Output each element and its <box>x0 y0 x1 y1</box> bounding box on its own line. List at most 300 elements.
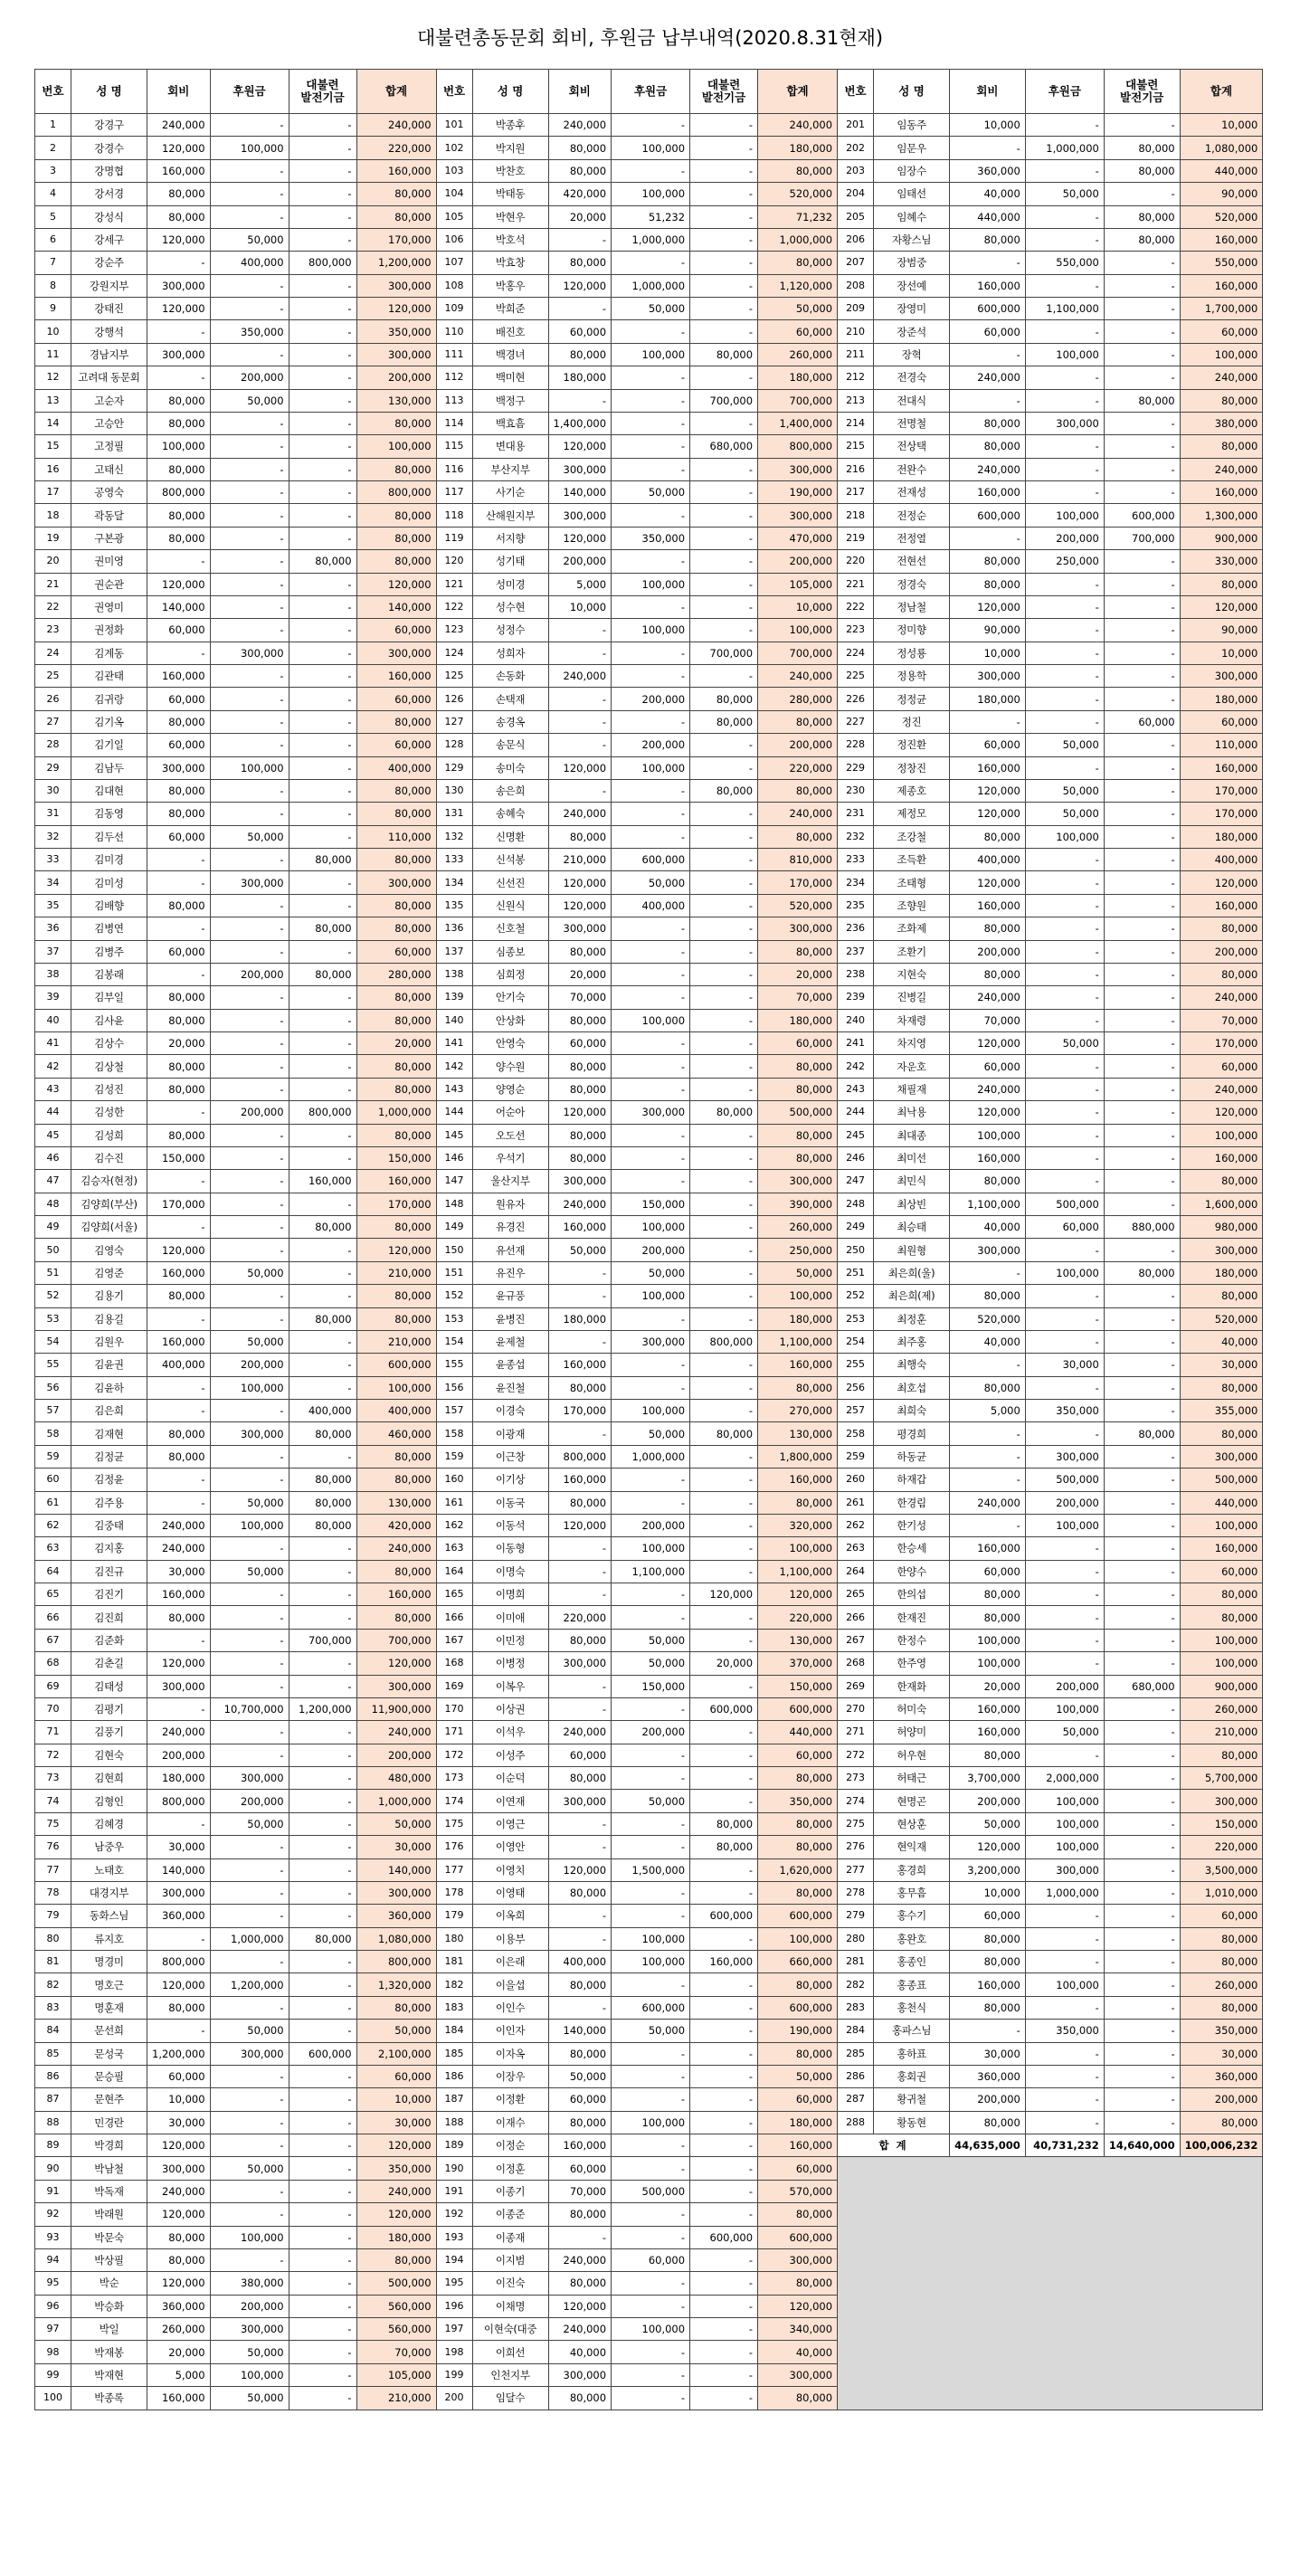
cell-no: 212 <box>838 366 874 389</box>
cell-donation: - <box>612 389 690 412</box>
cell-name: 조환기 <box>874 940 950 963</box>
cell-name: 노태호 <box>71 1858 147 1881</box>
cell-fee: 360,000 <box>147 1905 211 1927</box>
cell-fund: - <box>690 2134 758 2157</box>
cell-fund: 80,000 <box>1104 1422 1180 1445</box>
cell-fee: 160,000 <box>548 2134 612 2157</box>
cell-name: 최희숙 <box>874 1400 950 1422</box>
cell-name: 최주홍 <box>874 1330 950 1353</box>
cell-no: 180 <box>436 1927 472 1950</box>
cell-total: 270,000 <box>758 1400 838 1422</box>
cell-no: 158 <box>436 1422 472 1445</box>
cell-fund: 20,000 <box>690 1652 758 1675</box>
cell-no: 76 <box>35 1836 71 1858</box>
cell-donation: 50,000 <box>210 2020 289 2042</box>
cell-name: 송은희 <box>472 779 548 802</box>
cell-fee: 300,000 <box>950 665 1026 688</box>
cell-fund: - <box>289 1560 356 1583</box>
cell-no: 226 <box>838 688 874 710</box>
cell-name: 이영태 <box>472 1881 548 1904</box>
cell-fee: - <box>950 710 1026 733</box>
cell-fund: - <box>690 1146 758 1169</box>
cell-name: 박승화 <box>71 2295 147 2317</box>
cell-no: 50 <box>35 1239 71 1261</box>
cell-fee: - <box>950 1445 1026 1468</box>
cell-total: 60,000 <box>758 1744 838 1766</box>
cell-fee: 160,000 <box>147 1330 211 1353</box>
cell-fund: - <box>289 1354 356 1376</box>
cell-fee: 140,000 <box>147 1858 211 1881</box>
cell-fee: 80,000 <box>548 2203 612 2226</box>
cell-fee: 180,000 <box>950 688 1026 710</box>
table-row <box>35 1858 1263 1881</box>
cell-no: 215 <box>838 435 874 458</box>
cell-no: 127 <box>436 710 472 733</box>
cell-fund: 80,000 <box>1104 389 1180 412</box>
cell-no: 90 <box>35 2157 71 2180</box>
cell-fee: 50,000 <box>548 1239 612 1261</box>
cell-fund: - <box>289 940 356 963</box>
cell-no: 178 <box>436 1881 472 1904</box>
cell-no: 229 <box>838 756 874 779</box>
cell-name: 배진호 <box>472 320 548 343</box>
cell-fund: - <box>1104 1170 1180 1193</box>
cell-no: 157 <box>436 1400 472 1422</box>
cell-name: 정정균 <box>874 688 950 710</box>
cell-fund: - <box>289 2088 356 2111</box>
cell-fee: 10,000 <box>950 1881 1026 1904</box>
cell-total: 240,000 <box>1180 1078 1263 1100</box>
cell-total: 160,000 <box>1180 228 1263 251</box>
cell-name: 이재수 <box>472 2111 548 2134</box>
cell-no: 242 <box>838 1055 874 1078</box>
cell-total: 100,000 <box>1180 343 1263 366</box>
cell-fund: - <box>1104 871 1180 894</box>
table-row <box>35 274 1263 297</box>
cell-fee: 90,000 <box>950 619 1026 642</box>
cell-fund: - <box>690 2341 758 2363</box>
table-row <box>35 2065 1263 2087</box>
cell-donation: 1,000,000 <box>612 228 690 251</box>
cell-total: 200,000 <box>1180 2088 1263 2111</box>
cell-fee: 80,000 <box>147 1996 211 2019</box>
cell-total: 240,000 <box>758 665 838 688</box>
cell-name: 이동국 <box>472 1491 548 1514</box>
cell-total: 210,000 <box>356 1261 436 1284</box>
cell-fund: - <box>690 298 758 320</box>
cell-name: 신석봉 <box>472 849 548 871</box>
cell-fund: 80,000 <box>690 343 758 366</box>
cell-total: 3,500,000 <box>1180 1858 1263 1881</box>
table-row <box>35 2042 1263 2065</box>
table-row <box>35 1170 1263 1193</box>
cell-no: 34 <box>35 871 71 894</box>
cell-donation: - <box>210 1836 289 1858</box>
cell-name: 박남철 <box>71 2157 147 2180</box>
table-row <box>35 252 1263 274</box>
cell-no: 224 <box>838 642 874 664</box>
cell-name: 박태동 <box>472 183 548 205</box>
cell-donation: - <box>1025 159 1104 182</box>
cell-donation: - <box>1025 458 1104 480</box>
cell-fee: 200,000 <box>147 1744 211 1766</box>
cell-fee: 10,000 <box>548 595 612 618</box>
cell-total: 300,000 <box>758 504 838 527</box>
cell-fund: - <box>1104 1767 1180 1790</box>
cell-name: 전완수 <box>874 458 950 480</box>
cell-fee: 100,000 <box>147 435 211 458</box>
cell-fee: 60,000 <box>548 2157 612 2180</box>
cell-name: 윤병진 <box>472 1307 548 1330</box>
cell-fee: 160,000 <box>147 1261 211 1284</box>
cell-fee: 800,000 <box>147 1790 211 1812</box>
cell-no: 122 <box>436 595 472 618</box>
cell-no: 108 <box>436 274 472 297</box>
cell-name: 제정모 <box>874 803 950 825</box>
table-row <box>35 1445 1263 1468</box>
cell-fee: - <box>147 871 211 894</box>
cell-fund: - <box>289 1836 356 1858</box>
table-row <box>35 894 1263 917</box>
cell-donation: - <box>612 2363 690 2386</box>
table-row <box>35 917 1263 940</box>
cell-donation: - <box>1025 2111 1104 2134</box>
cell-donation: 300,000 <box>210 642 289 664</box>
cell-name: 강경수 <box>71 137 147 159</box>
cell-total: 1,800,000 <box>758 1445 838 1468</box>
cell-no: 213 <box>838 389 874 412</box>
cell-total: 300,000 <box>356 1675 436 1697</box>
cell-donation: - <box>210 940 289 963</box>
table-row <box>35 114 1263 137</box>
cell-donation: - <box>1025 665 1104 688</box>
cell-fee: 60,000 <box>950 1560 1026 1583</box>
cell-donation: - <box>210 688 289 710</box>
cell-name: 송미숙 <box>472 756 548 779</box>
cell-no: 74 <box>35 1790 71 1812</box>
cell-fee: 80,000 <box>548 343 612 366</box>
cell-no: 254 <box>838 1330 874 1353</box>
cell-total: 60,000 <box>356 688 436 710</box>
cell-no: 91 <box>35 2180 71 2202</box>
cell-donation: 550,000 <box>1025 252 1104 274</box>
table-row <box>35 2134 1263 2157</box>
cell-fund: - <box>690 2065 758 2087</box>
cell-total: 420,000 <box>356 1514 436 1536</box>
cell-total: 180,000 <box>758 137 838 159</box>
cell-fee: 40,000 <box>950 1330 1026 1353</box>
totals-fee: 44,635,000 <box>950 2134 1026 2157</box>
cell-fee: 80,000 <box>147 1422 211 1445</box>
cell-donation: 100,000 <box>210 2363 289 2386</box>
cell-total: 80,000 <box>1180 1606 1263 1629</box>
cell-fee: 50,000 <box>950 1812 1026 1835</box>
cell-name: 윤종섭 <box>472 1354 548 1376</box>
cell-fund: - <box>289 2363 356 2386</box>
cell-name: 강성식 <box>71 205 147 228</box>
cell-fund: - <box>690 1491 758 1514</box>
cell-no: 220 <box>838 550 874 573</box>
cell-name: 조화제 <box>874 917 950 940</box>
totals-donation: 40,731,232 <box>1025 2134 1104 2157</box>
cell-donation: 100,000 <box>612 1927 690 1950</box>
cell-donation: - <box>1025 1101 1104 1124</box>
cell-total: 80,000 <box>356 183 436 205</box>
cell-donation: 200,000 <box>210 963 289 985</box>
cell-fund: - <box>289 1973 356 1996</box>
cell-total: 80,000 <box>758 1376 838 1399</box>
cell-donation: 100,000 <box>210 1514 289 1536</box>
cell-fund: - <box>289 1675 356 1697</box>
cell-total: 80,000 <box>758 710 838 733</box>
table-row <box>35 1307 1263 1330</box>
cell-no: 208 <box>838 274 874 297</box>
cell-fund: - <box>289 389 356 412</box>
cell-donation: - <box>1025 849 1104 871</box>
cell-fund: - <box>690 1285 758 1307</box>
cell-fund: - <box>1104 1858 1180 1881</box>
cell-fund: - <box>1104 665 1180 688</box>
cell-fee: 120,000 <box>950 595 1026 618</box>
cell-total: 110,000 <box>356 825 436 848</box>
cell-name: 김영준 <box>71 1261 147 1284</box>
cell-total: 520,000 <box>1180 205 1263 228</box>
cell-total: 80,000 <box>356 986 436 1009</box>
cell-fund: - <box>690 803 758 825</box>
cell-no: 49 <box>35 1216 71 1239</box>
cell-fund: 80,000 <box>289 963 356 985</box>
cell-fund: - <box>1104 1146 1180 1169</box>
cell-fee: 240,000 <box>548 2248 612 2271</box>
cell-fund: - <box>690 527 758 549</box>
cell-name: 조향원 <box>874 894 950 917</box>
cell-total: 240,000 <box>1180 458 1263 480</box>
cell-no: 15 <box>35 435 71 458</box>
cell-name: 홍경희 <box>874 1858 950 1881</box>
cell-donation: - <box>210 504 289 527</box>
cell-name: 이종기 <box>472 2180 548 2202</box>
cell-total: 50,000 <box>758 1261 838 1284</box>
cell-no: 214 <box>838 412 874 434</box>
cell-fund: 80,000 <box>289 1422 356 1445</box>
cell-fund: - <box>690 228 758 251</box>
cell-fund: - <box>289 1146 356 1169</box>
cell-total: 80,000 <box>1180 1951 1263 1973</box>
cell-total: 400,000 <box>356 1400 436 1422</box>
cell-name: 허태근 <box>874 1767 950 1790</box>
cell-no: 97 <box>35 2318 71 2341</box>
cell-fund: 80,000 <box>289 1469 356 1491</box>
cell-no: 116 <box>436 458 472 480</box>
cell-donation: 100,000 <box>612 343 690 366</box>
cell-donation: - <box>210 1400 289 1422</box>
cell-fund: - <box>289 366 356 389</box>
cell-total: 320,000 <box>758 1514 838 1536</box>
cell-name: 이순덕 <box>472 1767 548 1790</box>
cell-name: 심종보 <box>472 940 548 963</box>
cell-total: 30,000 <box>356 1836 436 1858</box>
cell-total: 240,000 <box>356 1721 436 1744</box>
cell-total: 130,000 <box>356 389 436 412</box>
cell-name: 김기일 <box>71 734 147 756</box>
cell-donation: - <box>210 2065 289 2087</box>
cell-total: 900,000 <box>1180 1675 1263 1697</box>
cell-fund: - <box>289 1744 356 1766</box>
cell-name: 김중태 <box>71 1514 147 1536</box>
cell-name: 원유자 <box>472 1193 548 1215</box>
cell-fund: - <box>1104 2020 1180 2042</box>
cell-donation: - <box>210 1124 289 1146</box>
cell-total: 560,000 <box>356 2318 436 2341</box>
cell-no: 250 <box>838 1239 874 1261</box>
cell-donation: 100,000 <box>210 137 289 159</box>
cell-no: 261 <box>838 1491 874 1514</box>
cell-fee: 30,000 <box>950 2042 1026 2065</box>
cell-donation: - <box>210 986 289 1009</box>
cell-total: 1,200,000 <box>356 252 436 274</box>
cell-fund: 600,000 <box>690 1697 758 1720</box>
cell-fund: - <box>690 665 758 688</box>
cell-fund: - <box>1104 917 1180 940</box>
cell-donation: 60,000 <box>612 2248 690 2271</box>
cell-total: 120,000 <box>1180 1101 1263 1124</box>
cell-fund: - <box>1104 183 1180 205</box>
cell-total: 100,000 <box>1180 1629 1263 1651</box>
cell-name: 최은희(제) <box>874 1285 950 1307</box>
cell-donation: - <box>210 665 289 688</box>
cell-fee: 120,000 <box>147 2272 211 2295</box>
cell-fee: 80,000 <box>950 2111 1026 2134</box>
cell-no: 113 <box>436 389 472 412</box>
cell-donation: - <box>612 1491 690 1514</box>
cell-fund: - <box>690 2042 758 2065</box>
cell-fund: - <box>1104 1376 1180 1399</box>
table-row <box>35 159 1263 182</box>
cell-name: 이종준 <box>472 2203 548 2226</box>
cell-total: 60,000 <box>1180 1560 1263 1583</box>
cell-name: 명훈재 <box>71 1996 147 2019</box>
cell-name: 최미선 <box>874 1146 950 1169</box>
table-row <box>35 1767 1263 1790</box>
cell-fee: 200,000 <box>950 2088 1026 2111</box>
cell-total: 120,000 <box>356 2203 436 2226</box>
cell-total: 10,000 <box>356 2088 436 2111</box>
cell-fund: - <box>1104 1491 1180 1514</box>
cell-total: 80,000 <box>356 1445 436 1468</box>
cell-name: 현명곤 <box>874 1790 950 1812</box>
cell-total: 80,000 <box>758 1836 838 1858</box>
cell-fee: - <box>147 1400 211 1422</box>
cell-donation: - <box>1025 1422 1104 1445</box>
cell-donation: 50,000 <box>210 2157 289 2180</box>
cell-name: 강순주 <box>71 252 147 274</box>
cell-fund: 160,000 <box>289 1170 356 1193</box>
cell-fee: 120,000 <box>950 1101 1026 1124</box>
cell-donation: - <box>210 2180 289 2202</box>
cell-no: 48 <box>35 1193 71 1215</box>
cell-name: 조태형 <box>874 871 950 894</box>
table-row <box>35 986 1263 1009</box>
cell-fee: 120,000 <box>548 274 612 297</box>
cell-no: 133 <box>436 849 472 871</box>
cell-fee: 300,000 <box>147 2157 211 2180</box>
cell-fund: - <box>289 504 356 527</box>
cell-fee: 80,000 <box>950 1170 1026 1193</box>
cell-donation: 50,000 <box>210 389 289 412</box>
cell-no: 247 <box>838 1170 874 1193</box>
cell-fee: 240,000 <box>950 986 1026 1009</box>
cell-name: 이장우 <box>472 2065 548 2087</box>
cell-total: 1,300,000 <box>1180 504 1263 527</box>
cell-fund: - <box>289 527 356 549</box>
cell-name: 성수현 <box>472 595 548 618</box>
cell-donation: 50,000 <box>612 2020 690 2042</box>
cell-no: 286 <box>838 2065 874 2087</box>
cell-total: 80,000 <box>356 1216 436 1239</box>
cell-total: 700,000 <box>758 389 838 412</box>
cell-no: 35 <box>35 894 71 917</box>
cell-fund: 80,000 <box>690 1812 758 1835</box>
cell-fund: - <box>289 619 356 642</box>
cell-total: 100,000 <box>758 1537 838 1560</box>
cell-donation: - <box>612 986 690 1009</box>
cell-total: 300,000 <box>356 1881 436 1904</box>
cell-no: 72 <box>35 1744 71 1766</box>
cell-total: 180,000 <box>1180 688 1263 710</box>
cell-donation: - <box>612 1744 690 1766</box>
cell-fund: - <box>289 1652 356 1675</box>
cell-fund: - <box>690 274 758 297</box>
cell-fee: 160,000 <box>548 1469 612 1491</box>
cell-name: 전정순 <box>874 504 950 527</box>
cell-total: 560,000 <box>356 2295 436 2317</box>
cell-total: 80,000 <box>758 1055 838 1078</box>
cell-total: 330,000 <box>1180 550 1263 573</box>
cell-name: 권영미 <box>71 595 147 618</box>
cell-total: 180,000 <box>758 2111 838 2134</box>
cell-fee: 80,000 <box>548 137 612 159</box>
cell-total: 80,000 <box>1180 1996 1263 2019</box>
table-row <box>35 527 1263 549</box>
cell-no: 172 <box>436 1744 472 1766</box>
cell-donation: - <box>1025 871 1104 894</box>
cell-fee: - <box>548 1422 612 1445</box>
cell-total: 1,000,000 <box>356 1101 436 1124</box>
cell-name: 임장수 <box>874 159 950 182</box>
cell-no: 163 <box>436 1537 472 1560</box>
cell-total: 70,000 <box>356 2341 436 2363</box>
cell-fee: 240,000 <box>147 1721 211 1744</box>
cell-no: 241 <box>838 1032 874 1055</box>
cell-no: 272 <box>838 1744 874 1766</box>
cell-donation: - <box>210 1009 289 1031</box>
cell-name: 이근창 <box>472 1445 548 1468</box>
cell-no: 192 <box>436 2203 472 2226</box>
cell-donation: 50,000 <box>612 481 690 504</box>
cell-fund: - <box>289 228 356 251</box>
cell-name: 이동석 <box>472 1514 548 1536</box>
cell-fee: 520,000 <box>950 1307 1026 1330</box>
cell-name: 신명환 <box>472 825 548 848</box>
cell-total: 80,000 <box>758 159 838 182</box>
cell-total: 80,000 <box>1180 1583 1263 1606</box>
cell-no: 184 <box>436 2020 472 2042</box>
cell-fee: 120,000 <box>147 2203 211 2226</box>
cell-total: 360,000 <box>1180 2065 1263 2087</box>
cell-donation: 300,000 <box>1025 1858 1104 1881</box>
cell-fee: - <box>548 1330 612 1353</box>
cell-fund: - <box>690 183 758 205</box>
